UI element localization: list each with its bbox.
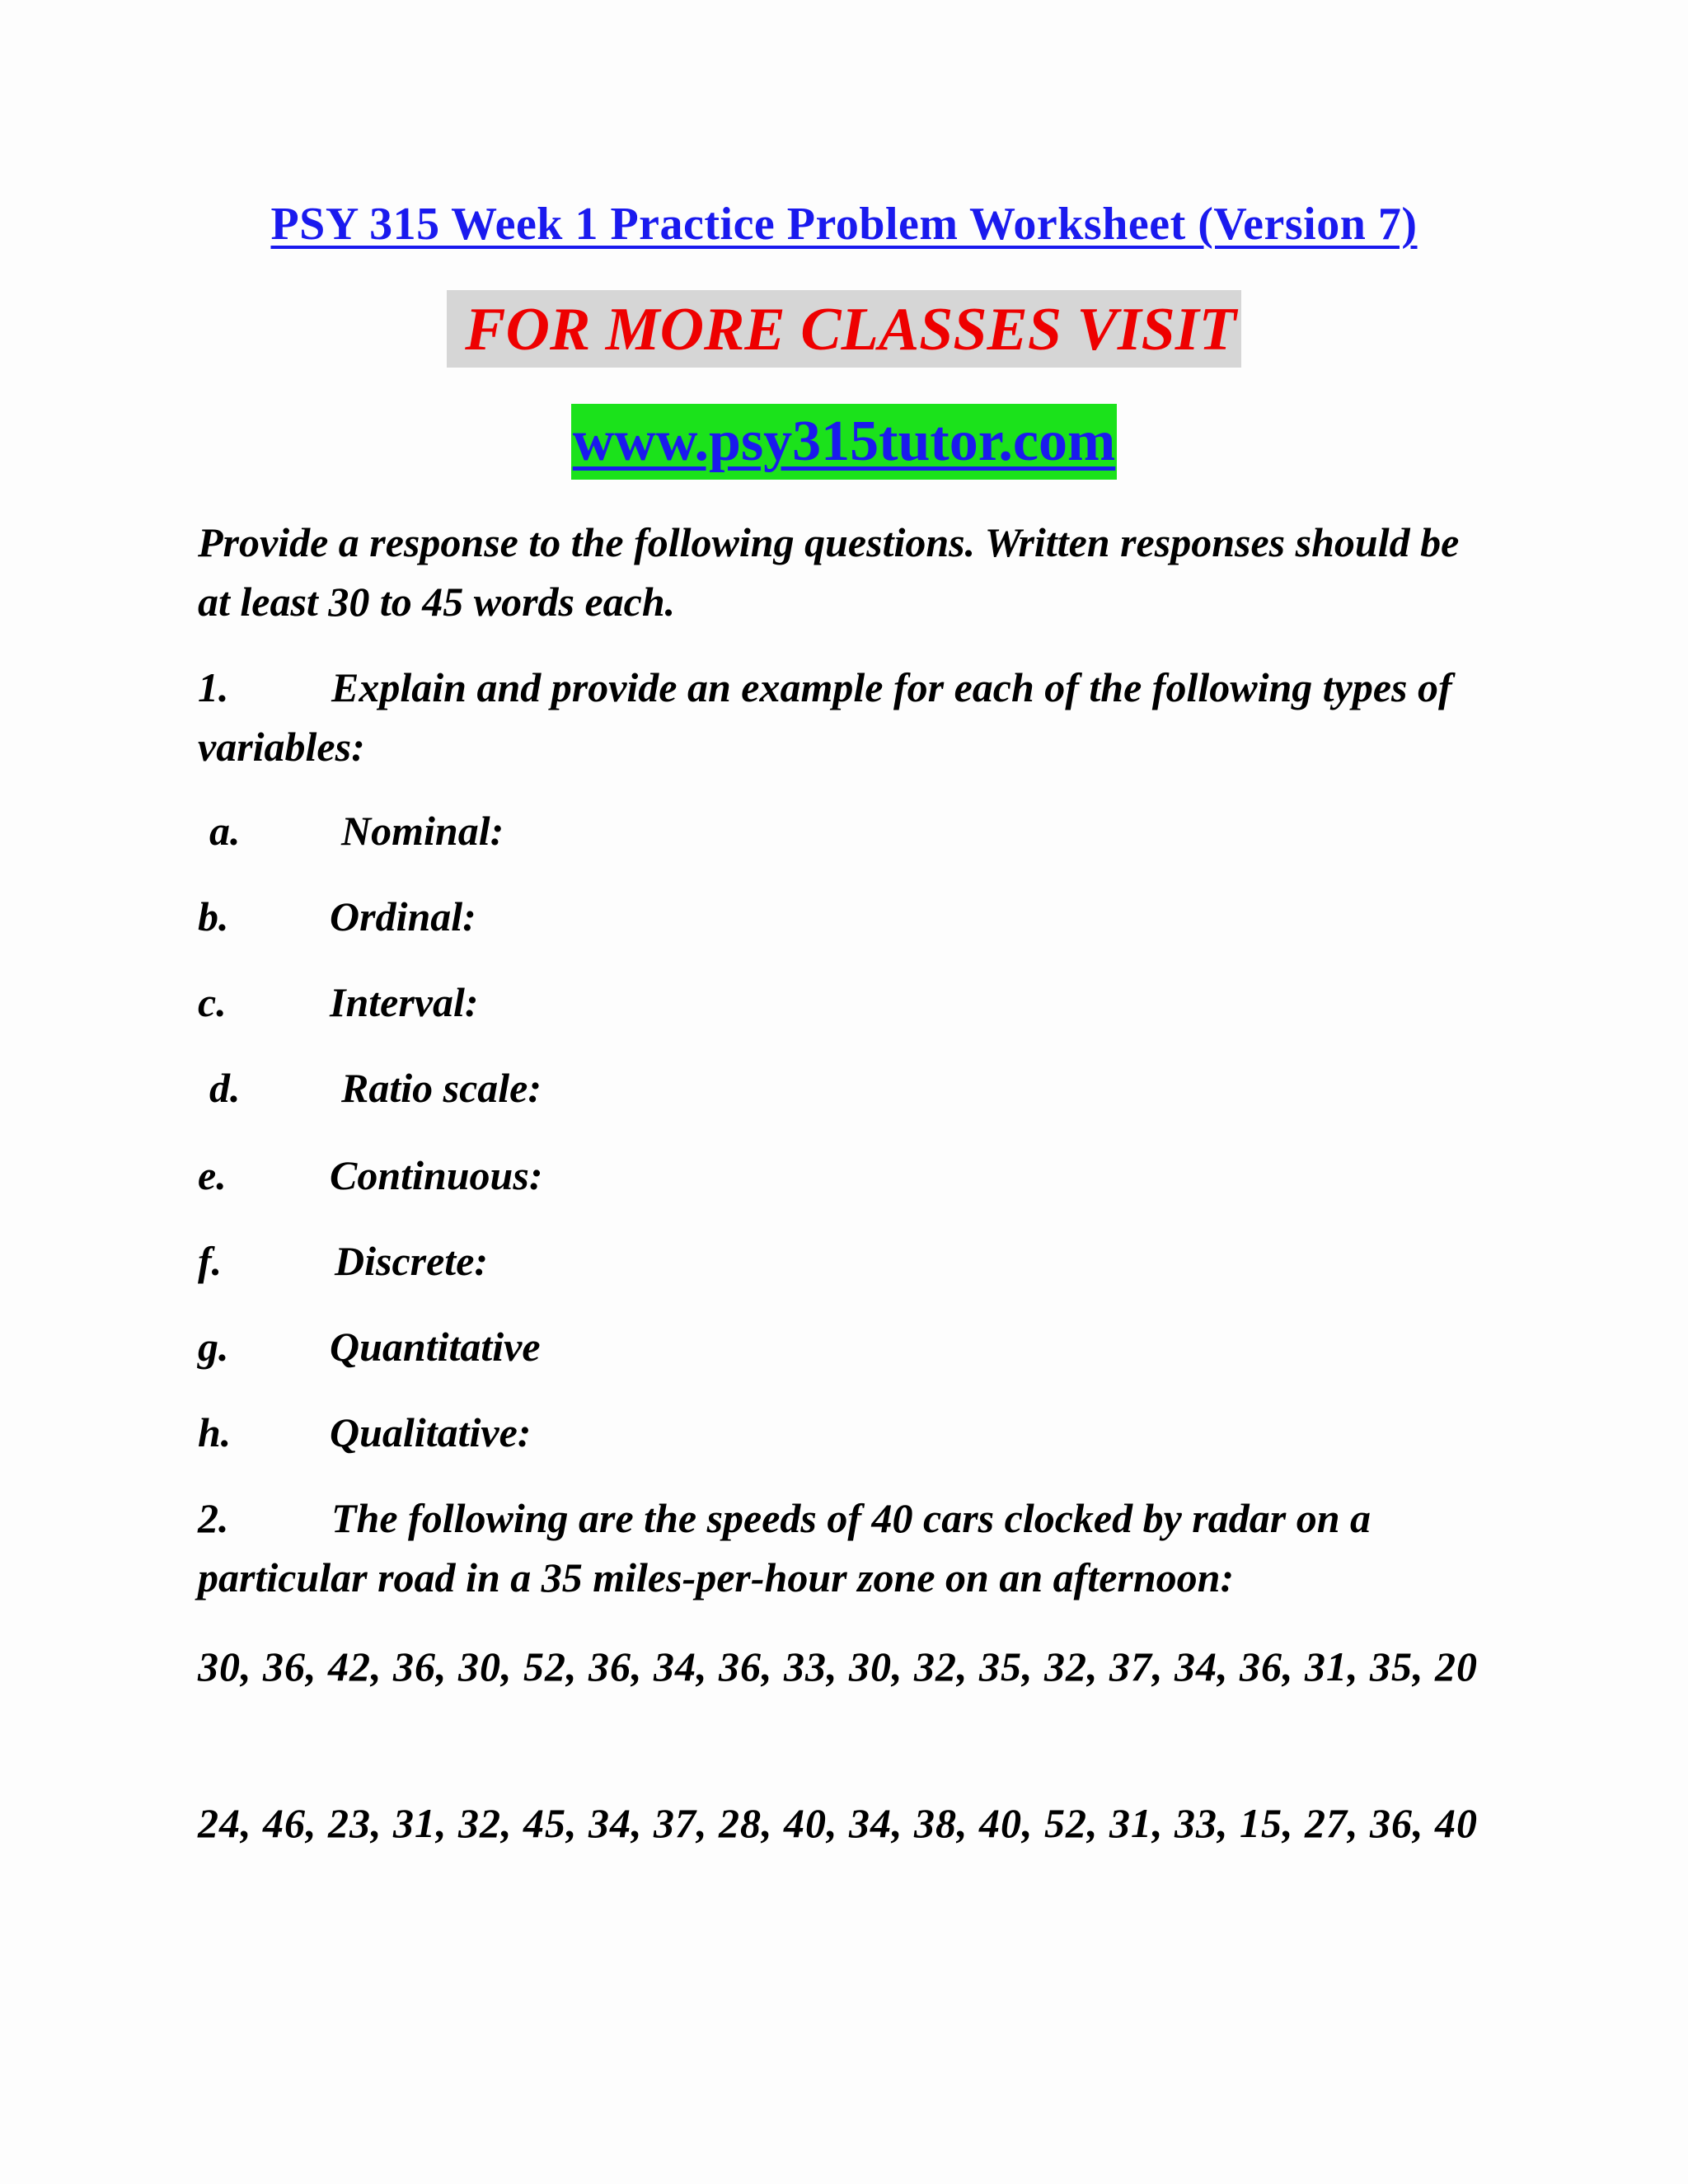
item-label: Nominal:	[341, 808, 504, 854]
variable-item-qualitative	[198, 1403, 531, 1462]
instructions-text: Provide a response to the following questions. Written responses should be at least 30 to 45 words each.	[198, 519, 1460, 625]
question-1-number: 1.	[198, 664, 229, 710]
variable-item-quantitative	[198, 1317, 541, 1376]
variable-item-discrete	[198, 1231, 488, 1291]
variable-item-ratio	[209, 1058, 542, 1118]
variable-item-continuous	[198, 1146, 542, 1205]
item-letter: e.	[198, 1152, 227, 1198]
item-label: Interval:	[330, 979, 479, 1025]
item-letter: a.	[209, 808, 241, 854]
variable-item-interval	[198, 972, 479, 1032]
item-label: Continuous:	[330, 1152, 543, 1198]
website-link[interactable]: www.psy315tutor.com	[571, 404, 1118, 480]
item-letter: b.	[198, 893, 229, 940]
item-letter: c.	[198, 979, 227, 1025]
url-banner	[0, 404, 1688, 480]
promo-text: FOR MORE CLASSES VISIT	[447, 290, 1241, 368]
promo-banner	[0, 290, 1688, 368]
question-2	[198, 1488, 1500, 1607]
question-1-text: Explain and provide an example for each of the following types of variables:	[198, 664, 1452, 770]
question-1	[198, 658, 1500, 776]
question-2-text: The following are the speeds of 40 cars clocked by radar on a particular road in a 35 miles-per-hour zone on an afternoon:	[198, 1495, 1372, 1601]
item-letter: d.	[209, 1065, 241, 1111]
item-label: Ordinal:	[330, 893, 476, 940]
variable-item-ordinal	[198, 887, 476, 946]
worksheet-title-link[interactable]: PSY 315 Week 1 Practice Problem Worksheet (Version 7)	[270, 199, 1418, 250]
item-label: Ratio scale:	[341, 1065, 542, 1111]
item-label: Qualitative:	[330, 1409, 532, 1455]
item-letter: h.	[198, 1409, 232, 1455]
question-2-number: 2.	[198, 1495, 229, 1541]
item-letter: g.	[198, 1324, 229, 1370]
speeds-row-2: 24, 46, 23, 31, 32, 45, 34, 37, 28, 40, 34, 38, 40, 52, 31, 33, 15, 27, 36, 40	[198, 1800, 1478, 1846]
speeds-row-1: 30, 36, 42, 36, 30, 52, 36, 34, 36, 33, 30, 32, 35, 32, 37, 34, 36, 31, 35, 20	[198, 1643, 1478, 1690]
item-label: Discrete:	[335, 1238, 489, 1284]
item-letter: f.	[198, 1238, 223, 1284]
item-label: Quantitative	[330, 1324, 541, 1370]
variable-item-nominal	[209, 801, 504, 860]
